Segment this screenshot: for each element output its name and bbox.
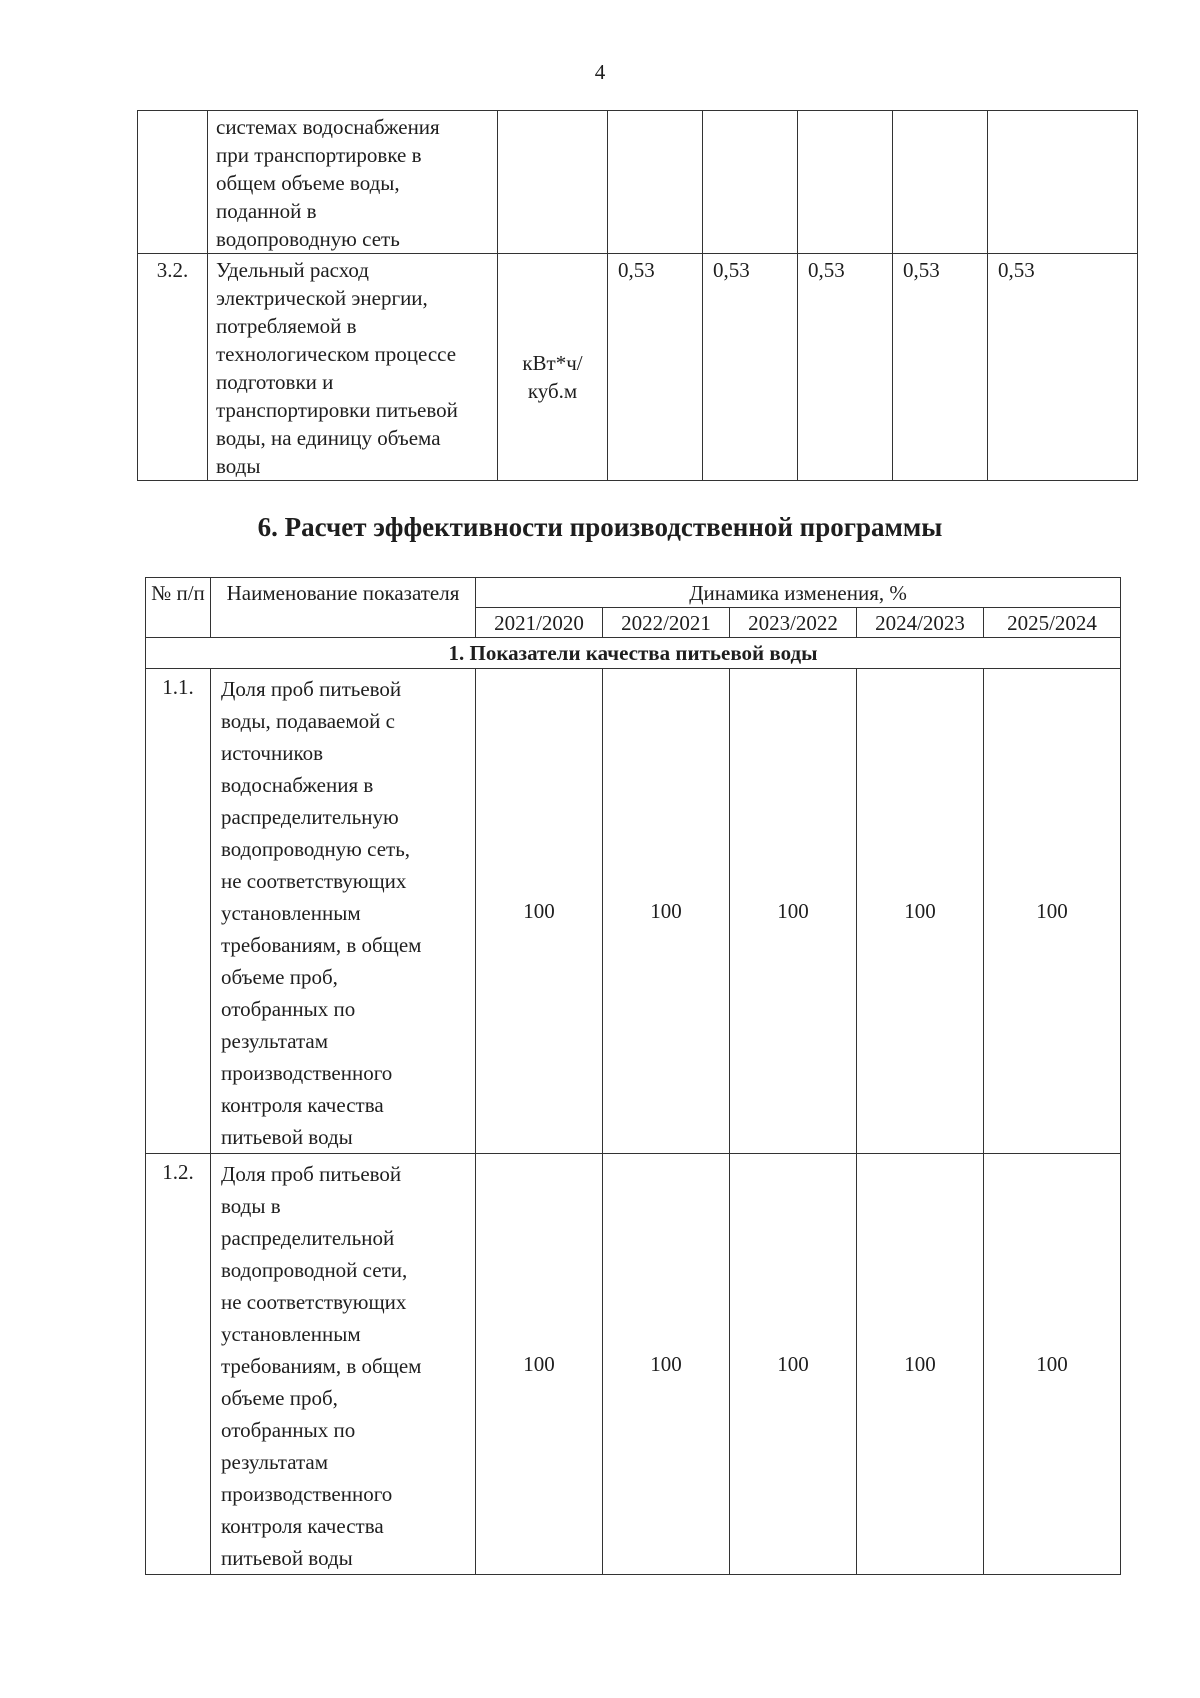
value-cell: 100 (476, 669, 603, 1154)
unit-cell (498, 111, 608, 254)
table-row (138, 254, 1138, 481)
efficiency-table (145, 577, 1121, 1575)
value-cell: 100 (984, 669, 1121, 1154)
value-cell: 0,53 (608, 254, 703, 481)
table-row (146, 669, 1121, 1154)
value-cell: 100 (476, 1154, 603, 1575)
value-cell (703, 111, 798, 254)
header-name: Наименование показателя (211, 578, 476, 638)
row-number (138, 111, 208, 254)
page-number: 4 (594, 60, 606, 84)
header-year: 2021/2020 (476, 608, 603, 638)
value-cell: 100 (984, 1154, 1121, 1575)
indicator-name: Доля проб питьевой воды, подаваемой с источников водоснабжения в распределительную водопроводную сеть, не соответствующих установленным требованиям, в общем объеме проб, отобранных по результатам производственного контроля качества питьевой воды (211, 669, 476, 1154)
value-cell: 0,53 (798, 254, 893, 481)
unit-cell: кВт*ч/ куб.м (498, 254, 608, 481)
row-number: 1.2. (146, 1154, 211, 1575)
section-row (146, 638, 1121, 669)
row-number: 3.2. (138, 254, 208, 481)
value-cell: 100 (603, 1154, 730, 1575)
value-cell (988, 111, 1138, 254)
value-cell: 100 (857, 1154, 984, 1575)
header-year: 2023/2022 (730, 608, 857, 638)
value-cell (893, 111, 988, 254)
section-row-title: 1. Показатели качества питьевой воды (146, 638, 1121, 669)
header-year: 2025/2024 (984, 608, 1121, 638)
value-cell: 0,53 (893, 254, 988, 481)
value-cell: 100 (603, 669, 730, 1154)
table-row (146, 1154, 1121, 1575)
value-cell: 100 (730, 669, 857, 1154)
header-year: 2024/2023 (857, 608, 984, 638)
section-title: 6. Расчет эффективности производственной программы (257, 512, 943, 542)
indicator-name: системах водоснабжения при транспортировке в общем объеме воды, поданной в водопроводную сеть (208, 111, 498, 254)
indicator-name: Удельный расход электрической энергии, потребляемой в технологическом процессе подготовки и транспортировки питьевой воды, на единицу объема воды (208, 254, 498, 481)
top-table (137, 110, 1138, 481)
table-row (138, 111, 1138, 254)
header-row (146, 578, 1121, 608)
indicator-name: Доля проб питьевой воды в распределительной водопроводной сети, не соответствующих установленным требованиям, в общем объеме проб, отобранных по результатам производственного контроля качества питьевой воды (211, 1154, 476, 1575)
row-number: 1.1. (146, 669, 211, 1154)
value-cell: 0,53 (988, 254, 1138, 481)
value-cell (608, 111, 703, 254)
header-year: 2022/2021 (603, 608, 730, 638)
value-cell (798, 111, 893, 254)
header-number: № п/п (146, 578, 211, 638)
value-cell: 0,53 (703, 254, 798, 481)
value-cell: 100 (857, 669, 984, 1154)
header-dynamics: Динамика изменения, % (476, 578, 1121, 608)
value-cell: 100 (730, 1154, 857, 1575)
